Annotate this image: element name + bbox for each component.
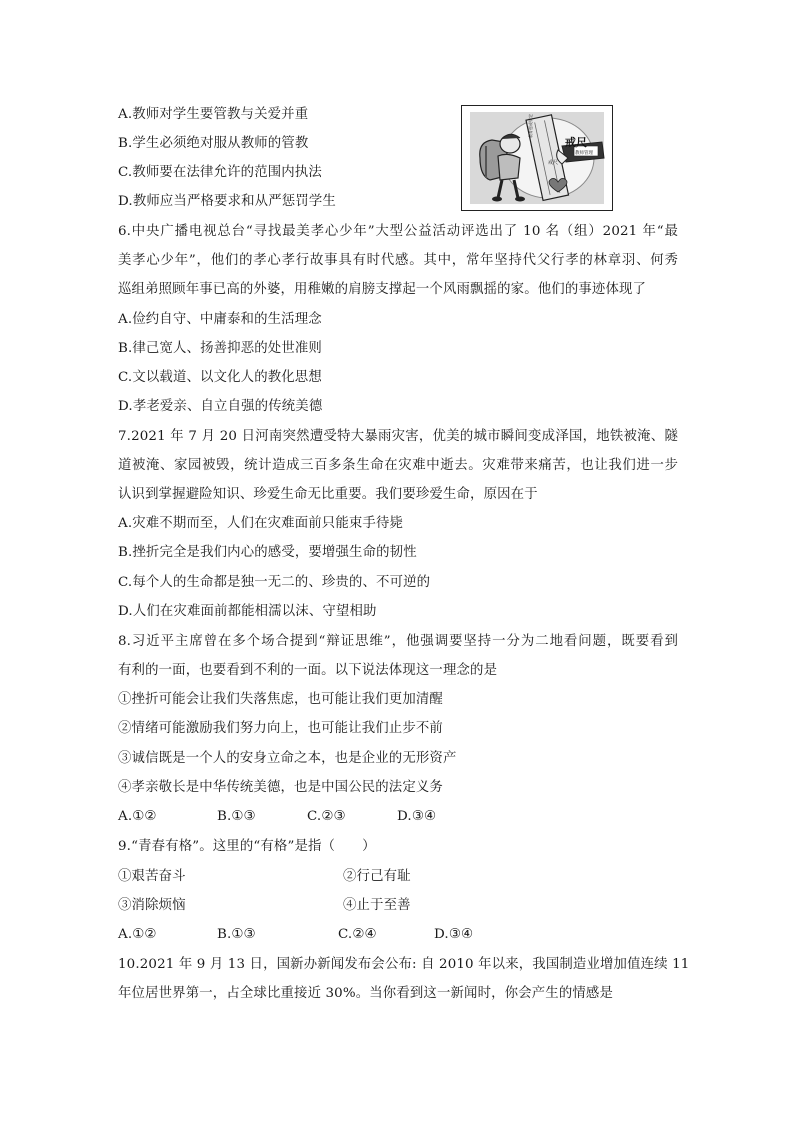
hand-label: 教师管理 bbox=[575, 151, 593, 156]
q9-choice-d: D.③④ bbox=[434, 927, 474, 942]
q9-choice-c: C.②④ bbox=[338, 927, 377, 942]
q6-option-b: B.律己宽人、扬善抑恶的处世准则 bbox=[118, 341, 322, 356]
q8-choice-a: A.①② bbox=[118, 809, 157, 824]
q8-stem-line-1: 8.习近平主席曾在多个场合提到“辩证思维”，他强调要坚持一分为二地看问题，既要看到 bbox=[118, 634, 678, 649]
ruler-text-1: 教育惩戒规定 bbox=[528, 114, 533, 138]
q6-stem-line-2: 美孝心少年”，他们的孝心孝行故事具有时代感。其中，常年坚持代父行孝的林章羽、何秀 bbox=[118, 253, 678, 268]
q7-stem-line-1: 7.2021 年 7 月 20 日河南突然遭受特大暴雨灾害，优美的城市瞬间变成泽国，地铁被淹、隧 bbox=[118, 429, 678, 444]
q9-item-2: ②行己有耻 bbox=[343, 869, 411, 884]
q5-option-d: D.教师应当严格要求和从严惩罚学生 bbox=[118, 194, 336, 209]
q8-choice-d: D.③④ bbox=[397, 809, 437, 824]
q9-choice-b: B.①③ bbox=[217, 927, 256, 942]
ruler-label: 戒尺 bbox=[565, 136, 587, 149]
q8-choice-c: C.②③ bbox=[307, 809, 346, 824]
q9-item-3: ③消除烦恼 bbox=[118, 898, 186, 913]
q9-item-1: ①艰苦奋斗 bbox=[118, 869, 186, 884]
q8-stem-line-2: 有利的一面，也要看到不利的一面。以下说法体现这一理念的是 bbox=[118, 663, 498, 678]
q8-item-3: ③诚信既是一个人的安身立命之本，也是企业的无形资产 bbox=[118, 751, 457, 766]
q8-item-2: ②情绪可能激励我们努力向上，也可能让我们止步不前 bbox=[118, 721, 443, 736]
q8-item-1: ①挫折可能会让我们失落焦虑，也可能让我们更加清醒 bbox=[118, 692, 443, 707]
q8-choice-b: B.①③ bbox=[217, 809, 256, 824]
q6-stem-line-3: 巡组弟照顾年事已高的外婆，用稚嫩的肩膀支撑起一个风雨飘摇的家。他们的事迹体现了 bbox=[118, 282, 647, 297]
q7-stem-line-3: 认识到掌握避险知识、珍爱生命无比重要。我们要珍爱生命，原因在于 bbox=[118, 487, 538, 502]
q7-option-a: A.灾难不期而至，人们在灾难面前只能束手待毙 bbox=[118, 516, 404, 531]
q5-option-c: C.教师要在法律允许的范围内执法 bbox=[118, 165, 322, 180]
ruler-text-2: 戒尺 bbox=[548, 160, 559, 166]
cartoon-ruler-icon bbox=[462, 106, 612, 210]
q7-option-b: B.挫折完全是我们内心的感受，要增强生命的韧性 bbox=[118, 545, 417, 560]
q10-stem-line-2: 年位居世界第一，占全球比重接近 30%。当你看到这一新闻时，你会产生的情感是 bbox=[118, 986, 613, 1001]
q6-option-c: C.文以载道、以文化人的教化思想 bbox=[118, 370, 322, 385]
q5-option-b: B.学生必须绝对服从教师的管教 bbox=[118, 136, 309, 151]
q9-stem: 9.“青春有格”。这里的“有格”是指（ ） bbox=[118, 839, 376, 854]
q6-option-d: D.孝老爱亲、自立自强的传统美德 bbox=[118, 399, 323, 414]
q5-cartoon-figure bbox=[461, 105, 613, 211]
q9-choice-a: A.①② bbox=[118, 927, 157, 942]
q6-stem-line-1: 6.中央广播电视总台“寻找最美孝心少年”大型公益活动评选出了 10 名（组）2021 年“最 bbox=[118, 224, 678, 239]
q10-stem-line-1: 10.2021 年 9 月 13 日，国新办新闻发布会公布: 自 2010 年以来，我国制造业增加值连续 11 bbox=[118, 957, 690, 972]
q7-option-d: D.人们在灾难面前都能相濡以沫、守望相助 bbox=[118, 604, 377, 619]
q5-option-a: A.教师对学生要管教与关爱并重 bbox=[118, 107, 309, 122]
q6-option-a: A.俭约自守、中庸泰和的生活理念 bbox=[118, 312, 322, 327]
q7-stem-line-2: 道被淹、家园被毁，统计造成三百多条生命在灾难中逝去。灾难带来痛苦，也让我们进一步 bbox=[118, 458, 678, 473]
q7-option-c: C.每个人的生命都是独一无二的、珍贵的、不可逆的 bbox=[118, 575, 431, 590]
q9-item-4: ④止于至善 bbox=[343, 898, 411, 913]
q8-item-4: ④孝亲敬长是中华传统美德，也是中国公民的法定义务 bbox=[118, 780, 443, 795]
